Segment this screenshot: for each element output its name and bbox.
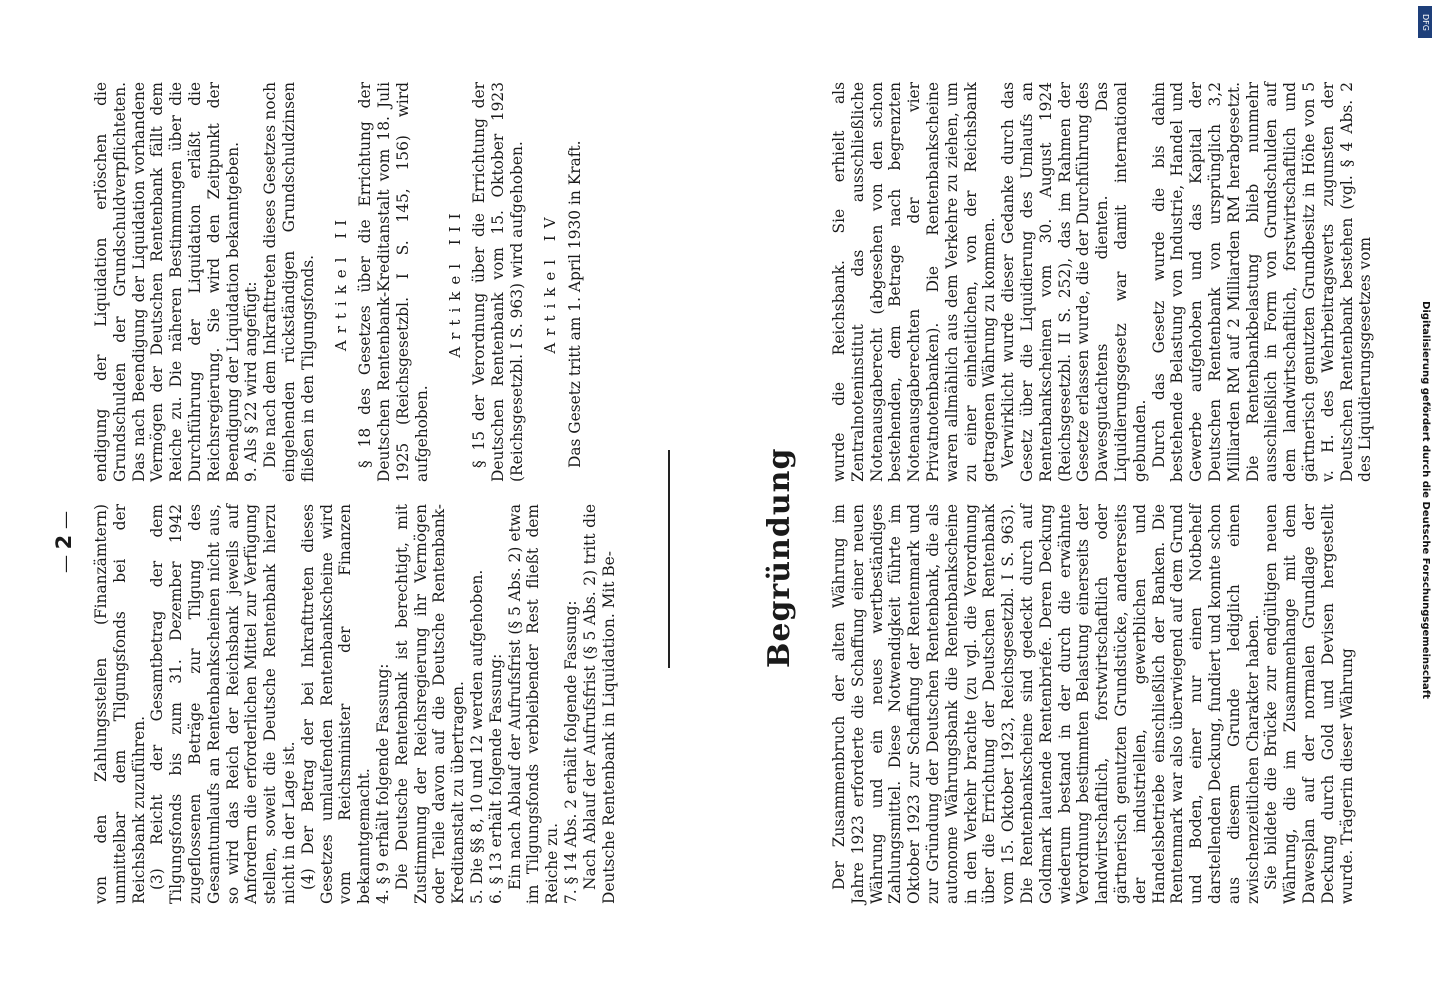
article-heading: Artikel IV <box>540 210 559 354</box>
dfg-logo-icon: DFG <box>1418 6 1432 38</box>
lower-left-column <box>830 504 1356 904</box>
list-item: 9. Als § 22 wird angefügt: <box>242 281 261 482</box>
paragraph: Sie bildete die Brücke zur endgültigen neuen Währung, die im Zusammenhange mit dem Dawesplan auf der normalen Grundlage der Deckung durch Gold und Devisen hergestellt wurde. Trägerin dieser Währung <box>1262 504 1356 904</box>
paragraph: Ein nach Ablauf der Aufrufsfrist (§ 5 Abs. 2) etwa im Tilgungsfonds verbleibender Rest fließt dem Reiche zu. <box>505 504 562 904</box>
paragraph: Die Deutsche Rentenbank ist berechtigt, mit Zustimmung der Reichsregierung ihr Vermögen oder Teile davon auf die Deutsche Rentenbank-Kreditanstalt zu übertragen. <box>392 504 468 904</box>
upper-right-column <box>92 82 584 482</box>
paragraph: Durch das Gesetz wurde die bis dahin bestehende Belastung von Industrie, Handel und Gewerbe aufgehoben und das Kapital der Deutschen Rentenbank von ursprünglich 3,2 Milliarden RM auf 2 Milliarden RM herabgesetzt. Die Rentenbankbelastung blieb nunmehr ausschließlich in Form von Grundschulden auf dem landwirtschaftlich, forstwirtschaftlich und gärtnerisch genutzten Grundbesitz in Höhe von 5 v. H. des Wehrbeitragswerts zugunsten der Deutschen Rentenbank bestehen (vgl. § 4 Abs. 2 des Liquidierungsgesetzes vom <box>1149 82 1375 482</box>
paragraph: Die nach dem Inkrafttreten dieses Gesetzes noch eingehenden rückständigen Grundschuldzinsen fließen in den Tilgungsfonds. <box>261 82 317 482</box>
digitization-sidebar <box>1416 0 1434 1000</box>
paragraph: endigung der Liquidation erlöschen die Grundschulden der Grundschuldverpflichteten. Das nach Beendigung der Liquidation vorhandene Vermögen der Deutschen Rentenbank fällt dem Reiche zu. Die näheren Bestimmungen über die Durchführung der Liquidation erläßt die Reichsregierung. Sie wird den Zeitpunkt der Beendigung der Liquidation bekanntgeben. <box>92 82 242 482</box>
page-number: — 2 — <box>52 510 76 574</box>
article-heading: Artikel II <box>331 212 350 352</box>
list-item: 7. § 14 Abs. 2 erhält folgende Fassung: <box>561 600 580 904</box>
paragraph: Verwirklicht wurde dieser Gedanke durch das Gesetz über die Liquidierung des Umlaufs an Rentenbankscheinen vom 30. August 1924 (Reichsgesetzbl. II S. 252), das im Rahmen der Gesetze erlassen wurde, die der Durchführung des Dawesgutachtens dienten. Das Liquidierungsgesetz war damit international gebunden. <box>999 82 1149 482</box>
paragraph: Das Gesetz tritt am 1. April 1930 in Kraft. <box>565 140 584 468</box>
lower-right-column <box>830 82 1375 482</box>
list-item: 4. § 9 erhält folgende Fassung: <box>373 663 392 904</box>
list-item: 5. Die §§ 8, 10 und 12 werden aufgehoben. <box>467 569 486 904</box>
section-heading: Begründung <box>762 447 797 668</box>
paragraph: wurde die Reichsbank. Sie erhielt als Zentralnoteninstitut das ausschließliche Notenausgaberecht (abgesehen von den schon bestehenden, dem Betrage nach begrenzten Notenausgaberechten der vier Privatnotenbanken). Die Rentenbankscheine waren allmählich aus dem Verkehre zu ziehen, um zu einer einheitlichen, von der Reichsbank getragenen Währung zu kommen. <box>830 82 999 482</box>
paragraph: (4) Der Betrag der bei Inkrafttreten dieses Gesetzes umlaufenden Rentenbankscheine wird vom Reichsminister der Finanzen bekanntgemacht. <box>298 504 374 904</box>
paragraph: § 18 des Gesetzes über die Errichtung der Deutschen Rentenbank-Kreditanstalt vom 18. Juli 1925 (Reichsgesetzbl. I S. 145, 156) wird aufgehoben. <box>356 82 431 482</box>
paragraph: Nach Ablauf der Aufrufsfrist (§ 5 Abs. 2) tritt die Deutsche Rentenbank in Liquidation. Mit Be- <box>580 504 618 904</box>
article-heading: Artikel III <box>445 206 464 358</box>
list-item: 6. § 13 erhält folgende Fassung: <box>486 653 505 904</box>
paragraph: § 15 der Verordnung über die Errichtung der Deutschen Rentenbank vom 15. Oktober 1923 (Reichsgesetzbl. I S. 963) wird aufgehoben. <box>470 82 526 482</box>
page-number-value: 2 <box>52 534 76 550</box>
paragraph: (3) Reicht der Gesamtbetrag der dem Tilgungsfonds bis zum 31. Dezember 1942 zugeflossenen Beträge zur Tilgung des Gesamtumlaufs an Rentenbankscheinen nicht aus, so wird das Reich der Reichsbank jeweils auf Anfordern die erforderlichen Mittel zur Verfügung stellen, soweit die Deutsche Rentenbank hierzu nicht in der Lage ist. <box>148 504 298 904</box>
paragraph: Der Zusammenbruch der alten Währung im Jahre 1923 erforderte die Schaffung einer neuen Währung und ein neues wertbeständiges Zahlungsmittel. Diese Notwendigkeit führte im Oktober 1923 zur Schaffung der Rentenmark und zur Gründung der Deutschen Rentenbank, die als autonome Währungsbank die Rentenbankscheine in den Verkehr brachte (zu vgl. die Verordnung über die Errichtung der Deutschen Rentenbank vom 15. Oktober 1923, Reichsgesetzbl. I S. 963). Die Rentenbankscheine sind gedeckt durch auf Goldmark lautende Rentenbriefe. Deren Deckung wiederum bestand in der durch die erwähnte Verordnung bestimmten Belastung einerseits der landwirtschaftlich, forstwirtschaftlich oder gärtnerisch genutzten Grundstücke, andererseits der industriellen, gewerblichen und Handelsbetriebe einschließlich der Banken. Die Rentenmark war also überwiegend auf dem Grund und Boden, einer nur einen Notbehelf darstellenden Deckung, fundiert und konnte schon aus diesem Grunde lediglich einen zwischenzeitlichen Charakter haben. <box>830 504 1262 904</box>
funding-notice: Digitalisierung gefördert durch die Deutsche Forschungsgemeinschaft <box>1420 301 1431 699</box>
upper-left-column <box>92 504 618 904</box>
paragraph: von den Zahlungsstellen (Finanzämtern) unmittelbar dem Tilgungsfonds bei der Reichsbank zuzuführen. <box>92 504 148 904</box>
separator-rule <box>668 450 670 668</box>
